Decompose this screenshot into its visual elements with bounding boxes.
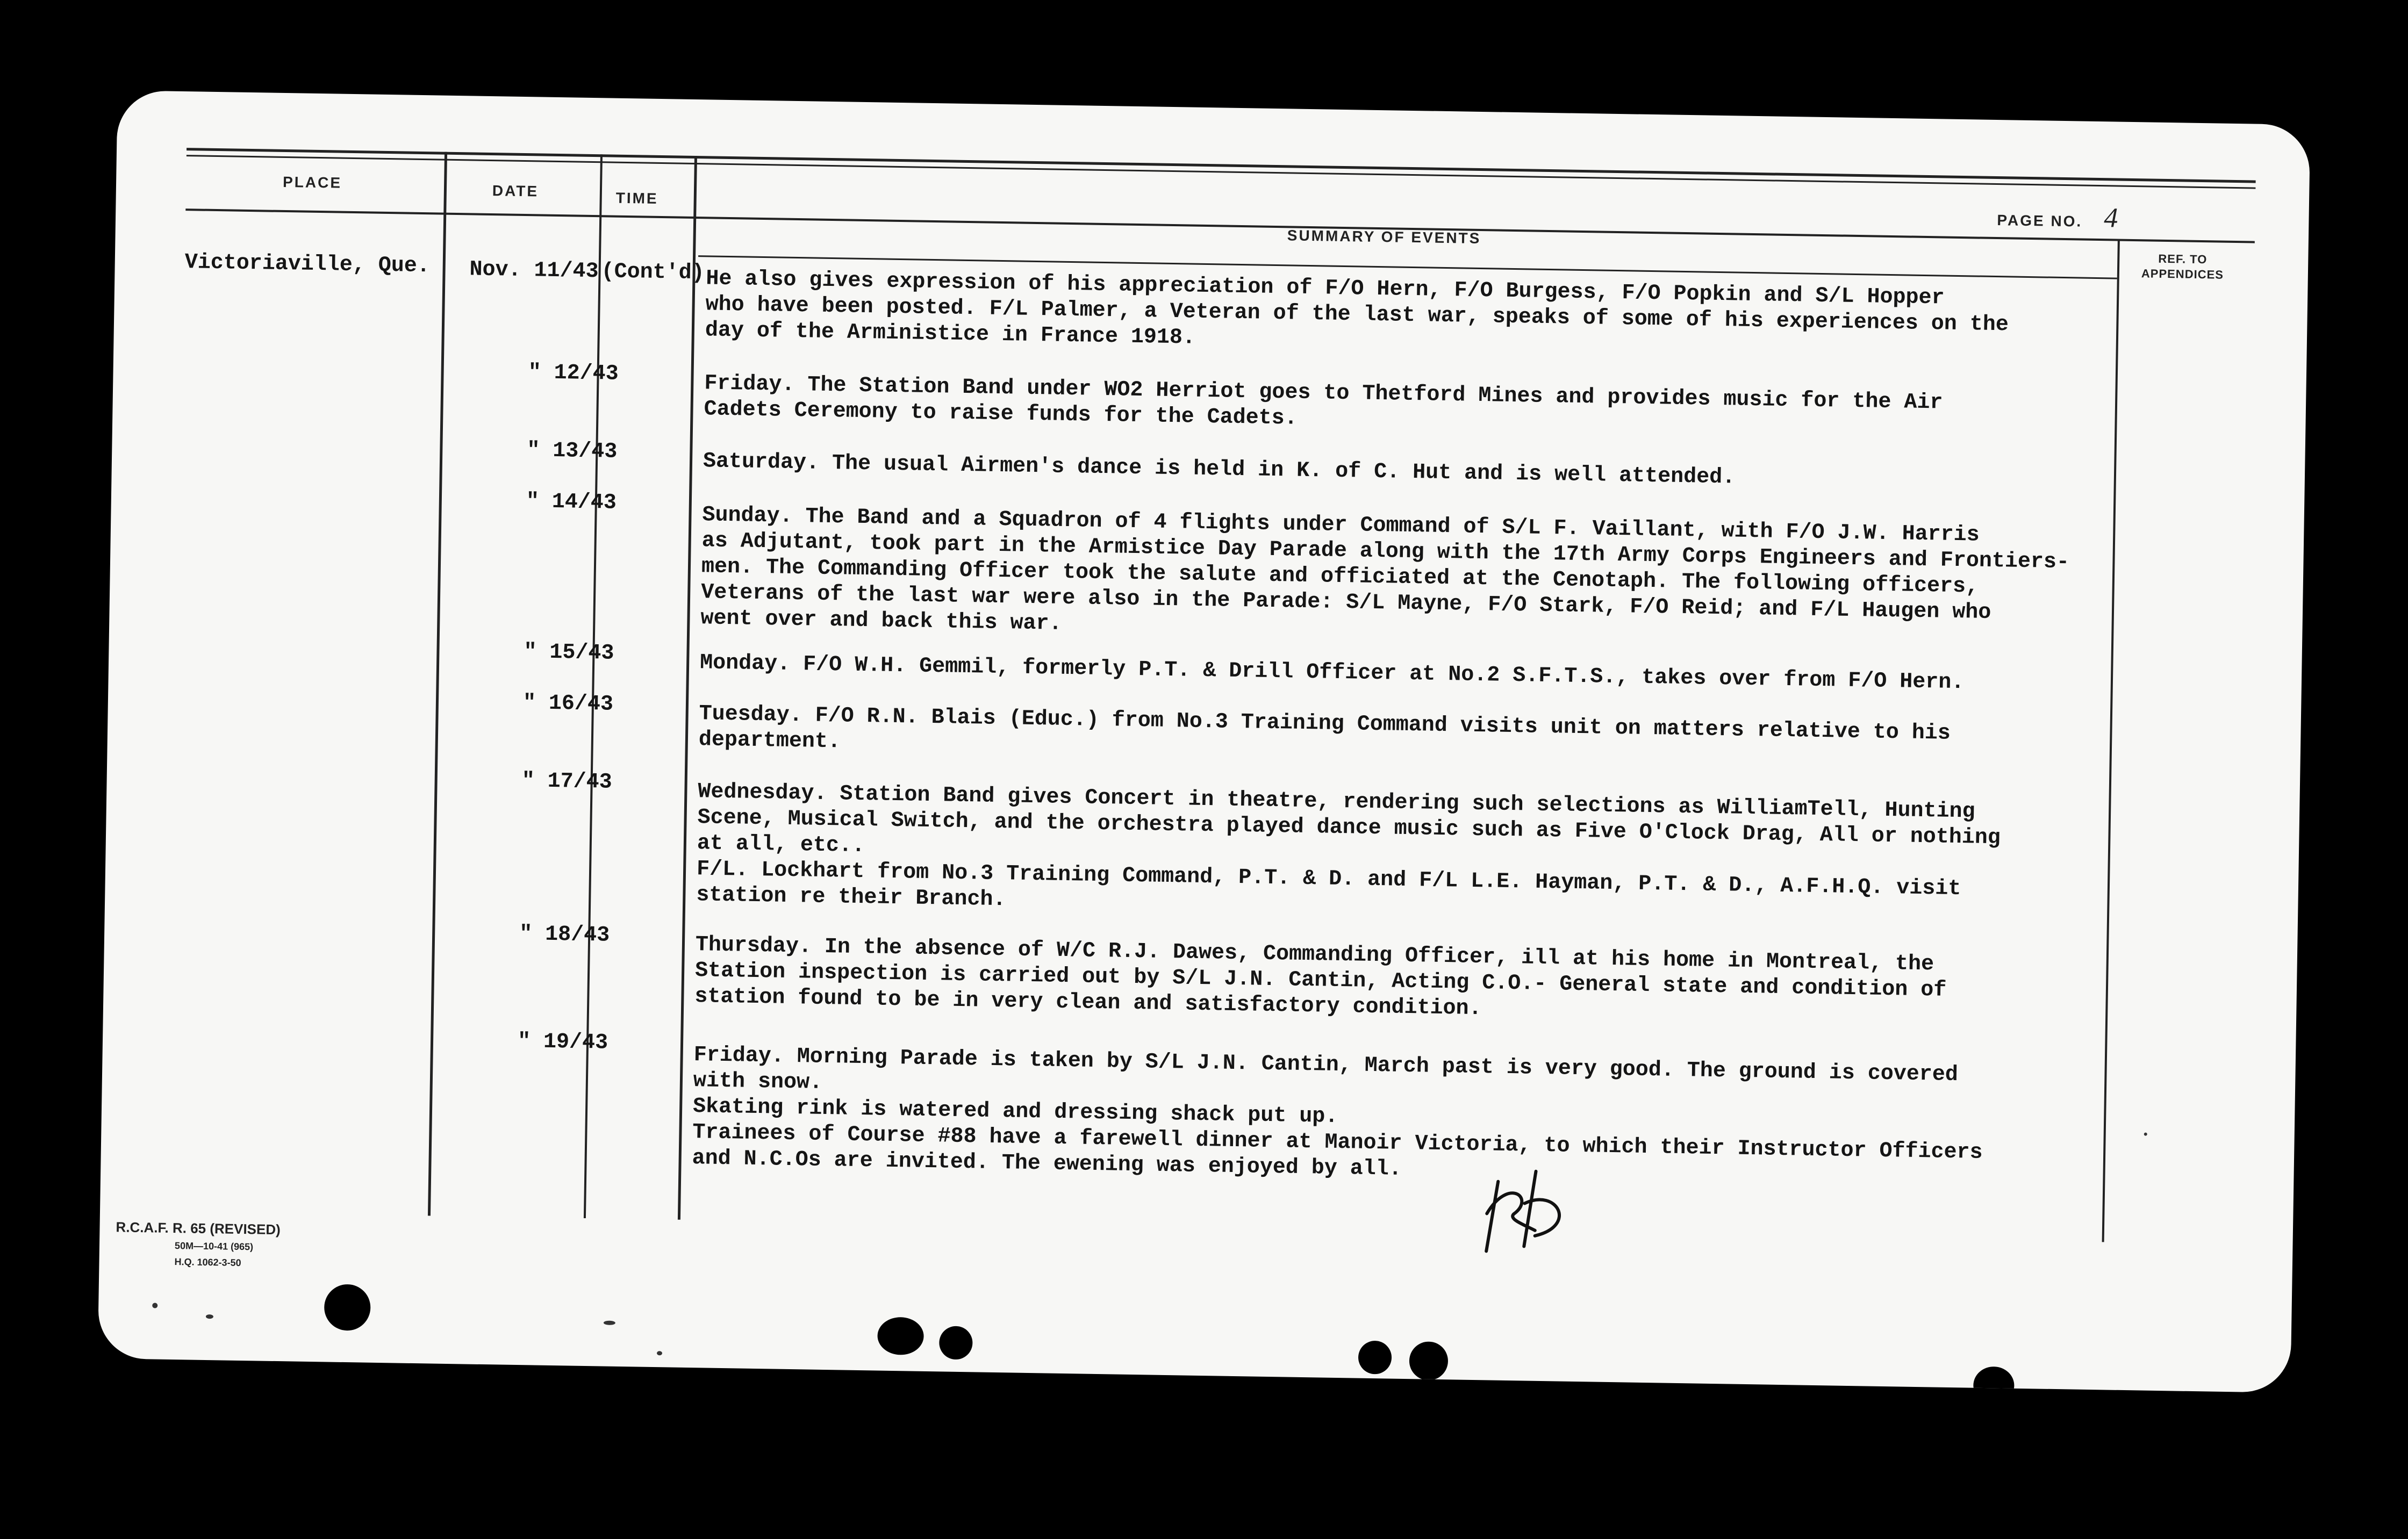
entry-date: Nov. 11/43: [469, 257, 599, 284]
punch-hole: [877, 1317, 924, 1355]
top-rule: [187, 148, 2256, 183]
punch-hole: [324, 1284, 371, 1331]
entry-date: " 14/43: [526, 490, 617, 515]
dust-speck: [206, 1314, 213, 1319]
entry-text: Monday. F/O W.H. Gemmil, formerly P.T. & Drill Officer at No.2 S.F.T.S., takes over from F/O Hern.: [699, 651, 1965, 695]
punch-hole: [1973, 1367, 2015, 1393]
entry-text: He also gives expression of his appreciation of F/O Hern, F/O Burgess, F/O Popkin and S/L Hopper who have been posted. F/L Palmer, a Veteran of the last war, speaks of some of his experiences on the day of the Arministice in France 1918.: [705, 267, 2009, 350]
entry-date: " 16/43: [522, 691, 614, 717]
punch-hole: [1358, 1341, 1392, 1375]
dust-speck: [657, 1351, 662, 1355]
dust-speck: [2144, 1133, 2147, 1136]
dust-speck: [604, 1321, 615, 1325]
form-number: R.C.A.F. R. 65 (REVISED): [116, 1219, 281, 1238]
date-column-header: DATE: [492, 182, 539, 200]
entry-text: Wednesday. Station Band gives Concert in theatre, rendering such selections as WilliamTell, Hunting Scene, Musical Switch, and the orchestra played dance music such as Five O'Clock Drag, All or nothing at all, etc.. F/L. Lockhart from No.3 Training Command, P.T. & D. and F/L L.E. Hayman, P.T. & D., A.F.H.Q. visit station re their Branch.: [696, 780, 2001, 912]
page-number-value: 4: [2103, 203, 2120, 234]
entry-date: " 15/43: [524, 640, 614, 666]
form-print-run: 50M—10-41 (965): [174, 1240, 254, 1253]
diary-form-card: [98, 90, 2311, 1393]
punch-hole: [939, 1326, 973, 1360]
entry-date: " 17/43: [521, 769, 613, 795]
entry-date: " 12/43: [528, 361, 619, 386]
ref-label-line1: REF. TO: [2158, 251, 2208, 267]
column-divider-place: [428, 152, 447, 1216]
ref-label-line2: APPENDICES: [2141, 267, 2224, 282]
punch-hole: [1409, 1341, 1448, 1380]
entry-date: " 19/43: [517, 1030, 608, 1055]
header-rule: [185, 208, 2255, 243]
page-number-label: [1997, 200, 2120, 234]
entry-text: Tuesday. F/O R.N. Blais (Educ.) from No.3 Training Command visits unit on matters relative to his department.: [698, 702, 1951, 754]
entry-text: Saturday. The usual Airmen's dance is held in K. of C. Hut and is well attended.: [703, 449, 1736, 490]
entry-date: " 18/43: [519, 922, 610, 948]
form-hq-ref: H.Q. 1062-3-50: [174, 1256, 241, 1268]
place-value: Victoriaville, Que.: [184, 250, 431, 279]
dust-speck: [152, 1303, 157, 1308]
summary-column-header: SUMMARY OF EVENTS: [1287, 227, 1481, 247]
entry-date: " 13/43: [526, 438, 618, 464]
page-number-label-text: PAGE NO.: [1997, 212, 2083, 230]
column-divider-date: [584, 154, 603, 1218]
entry-text: Sunday. The Band and a Squadron of 4 flights under Command of S/L F. Vaillant, with F/O J.W. Harris as Adjutant, took part in the Armistice Day Parade along with the 17th Army Corps Engineers and Frontiers- men. The Commanding Officer took the salute and officiated at the Cenotaph. The following officers, Veterans of the last war were also in the Parade: S/L Mayne, F/O Stark, F/O Reid; and F/L Haugen who went over and back this war.: [700, 503, 2070, 636]
appendices-column-header: [2141, 251, 2224, 282]
time-column-header: TIME: [615, 189, 658, 207]
entry-text: Thursday. In the absence of W/C R.J. Dawes, Commanding Officer, ill at his home in Montreal, the Station inspection is carried out by S/L J.N. Cantin, Acting C.O.- General state and condition of station found to be in very clean and satisfactory condition.: [694, 933, 1947, 1022]
entry-text: Friday. The Station Band under WO2 Herriot goes to Thetford Mines and provides music for the Air Cadets Ceremony to raise funds for the Cadets.: [704, 371, 1943, 431]
signature: [1475, 1165, 1595, 1263]
time-value: (Cont'd): [601, 260, 705, 286]
place-column-header: PLACE: [282, 173, 342, 191]
signature-mark: [1475, 1165, 1595, 1263]
entry-text: Friday. Morning Parade is taken by S/L J.N. Cantin, March past is very good. The ground is covered with snow. Skating rink is watered and dressing shack put up. Trainees of Course #88 have a farewell dinner at Manoir Victoria, to which their Instructor Officers and N.C.Os are invited. The ewening was enjoyed by all.: [692, 1043, 1983, 1182]
